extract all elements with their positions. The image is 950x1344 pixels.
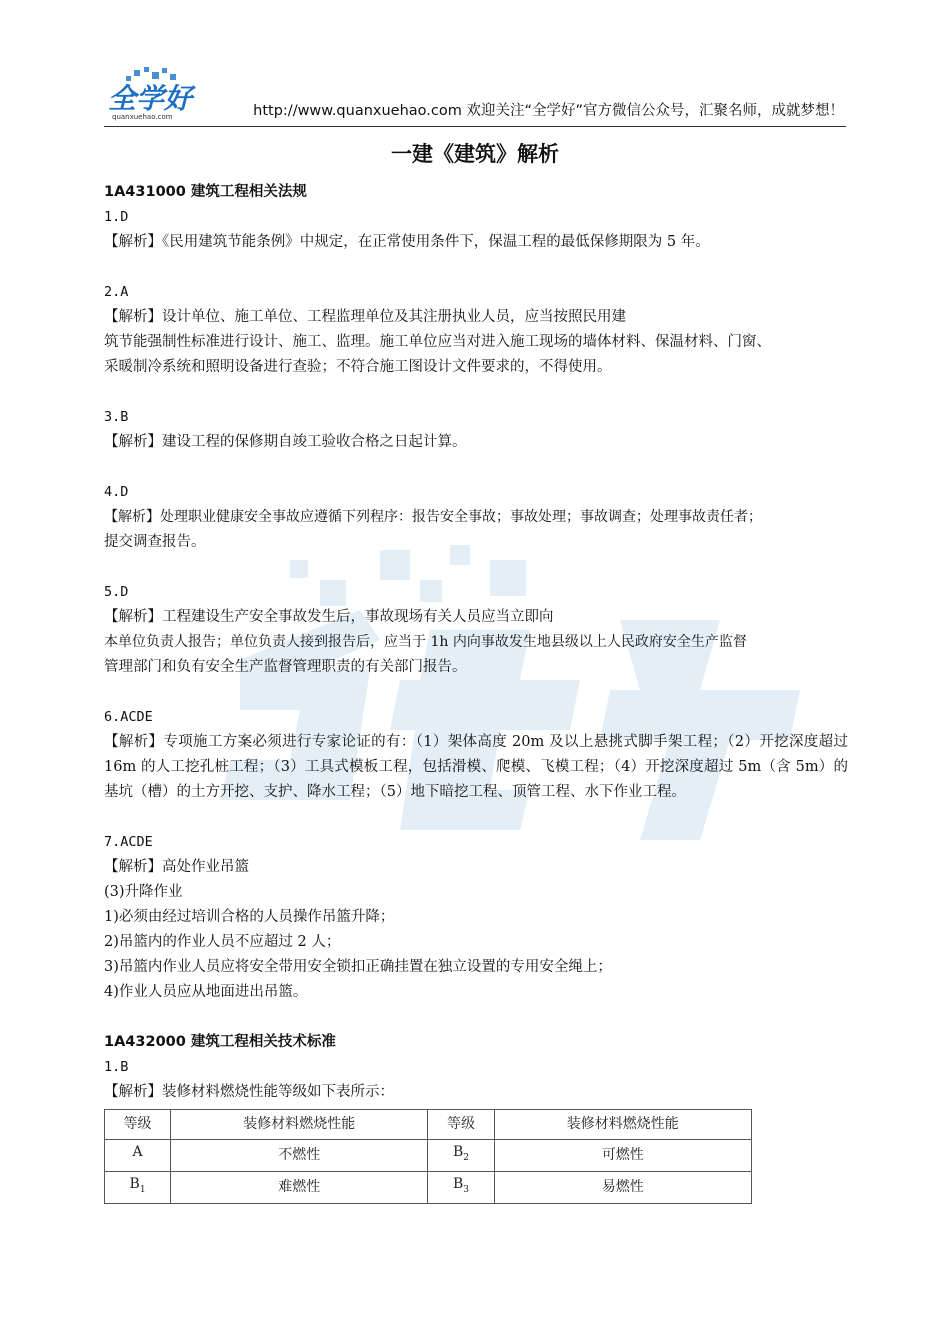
explanation-line: 管理部门和负有安全生产监督管理职责的有关部门报告。 <box>104 659 467 675</box>
answer-label: 1.D <box>104 209 129 225</box>
explanation-line: 采暖制冷系统和照明设备进行查验；不符合施工图设计文件要求的，不得使用。 <box>104 359 612 375</box>
explanation-line: 【解析】高处作业吊篮 <box>104 859 249 875</box>
explanation-line: 【解析】《民用建筑节能条例》中规定，在正常使用条件下，保温工程的最低保修期限为 5 年。 <box>104 234 710 250</box>
explanation-paragraph: 【解析】专项施工方案必须进行专家论证的有：（1）架体高度 20m 及以上悬挑式脚手架工程；（2）开挖深度超过 16m 的人工挖孔桩工程；（3）工具式模板工程，包括滑模、爬模、飞模工程；（4）开挖深度超过 5m（含 5m）的基坑（槽）的土方开挖、支护、降水工程；（5）地下暗挖工程、顶管工程、水下作业工程。 <box>104 734 848 800</box>
table-header-row <box>105 1110 752 1140</box>
table-header-cell: 等级 <box>105 1110 171 1140</box>
section-heading: 1A432000 建筑工程相关技术标准 <box>104 1034 336 1050</box>
property-cell: 易燃性 <box>494 1171 751 1203</box>
table-row <box>105 1171 752 1203</box>
page-title: 一建《建筑》解析 <box>391 142 559 166</box>
explanation-line: 筑节能强制性标准进行设计、施工、监理。施工单位应当对进入施工现场的墙体材料、保温材料、门窗、 <box>104 334 771 350</box>
table-header-cell: 等级 <box>428 1110 494 1140</box>
explanation-line: 1)必须由经过培训合格的人员操作吊篮升降； <box>104 909 395 925</box>
explanation-line: 【解析】建设工程的保修期自竣工验收合格之日起计算。 <box>104 434 467 450</box>
answer-label: 7.ACDE <box>104 834 153 850</box>
flammability-table <box>104 1109 752 1204</box>
explanation-line: 3)吊篮内作业人员应将安全带用安全锁扣正确挂置在独立设置的专用安全绳上； <box>104 959 612 975</box>
table-header-cell: 装修材料燃烧性能 <box>171 1110 428 1140</box>
grade-cell: A <box>105 1140 171 1172</box>
table-header-cell: 装修材料燃烧性能 <box>494 1110 751 1140</box>
explanation-line: 【解析】设计单位、施工单位、工程监理单位及其注册执业人员，应当按照民用建 <box>104 309 626 325</box>
grade-cell: $B_2$ <box>428 1140 494 1172</box>
answer-label: 2.A <box>104 284 129 300</box>
grade-cell: $B_1$ <box>105 1171 171 1203</box>
svg-text:quanxuehao.com: quanxuehao.com <box>112 113 173 121</box>
explanation-line: 【解析】装修材料燃烧性能等级如下表所示： <box>104 1084 394 1100</box>
answer-label: 6.ACDE <box>104 709 153 725</box>
svg-text:全学好: 全学好 <box>108 82 193 115</box>
property-cell: 可燃性 <box>494 1140 751 1172</box>
explanation-line: 4)作业人员应从地面进出吊篮。 <box>104 984 308 1000</box>
header-slogan: http://www.quanxuehao.com 欢迎关注“全学好”官方微信公众号，汇聚名师，成就梦想！ <box>253 103 844 119</box>
explanation-line: (3)升降作业 <box>104 884 183 900</box>
property-cell: 难燃性 <box>171 1171 428 1203</box>
answer-label: 1.B <box>104 1059 129 1075</box>
explanation-line: 本单位负责人报告；单位负责人接到报告后，应当于 1h 内向事故发生地县级以上人民政府安全生产监督 <box>104 634 747 650</box>
quanxuehao-logo-icon <box>104 64 214 122</box>
explanation-line: 【解析】处理职业健康安全事故应遵循下列程序：报告安全事故；事故处理；事故调查；处理事故责任者； <box>104 509 762 525</box>
grade-cell: $B_3$ <box>428 1171 494 1203</box>
explanation-line: 提交调查报告。 <box>104 534 206 550</box>
explanation-line: 【解析】工程建设生产安全事故发生后，事故现场有关人员应当立即向 <box>104 609 554 625</box>
section-heading: 1A431000 建筑工程相关法规 <box>104 184 307 200</box>
document-body <box>104 180 848 1204</box>
property-cell: 不燃性 <box>171 1140 428 1172</box>
table-row <box>105 1140 752 1172</box>
page-header <box>104 64 846 127</box>
answer-label: 4.D <box>104 484 129 500</box>
answer-label: 3.B <box>104 409 129 425</box>
explanation-line: 2)吊篮内的作业人员不应超过 2 人； <box>104 934 341 950</box>
answer-label: 5.D <box>104 584 129 600</box>
